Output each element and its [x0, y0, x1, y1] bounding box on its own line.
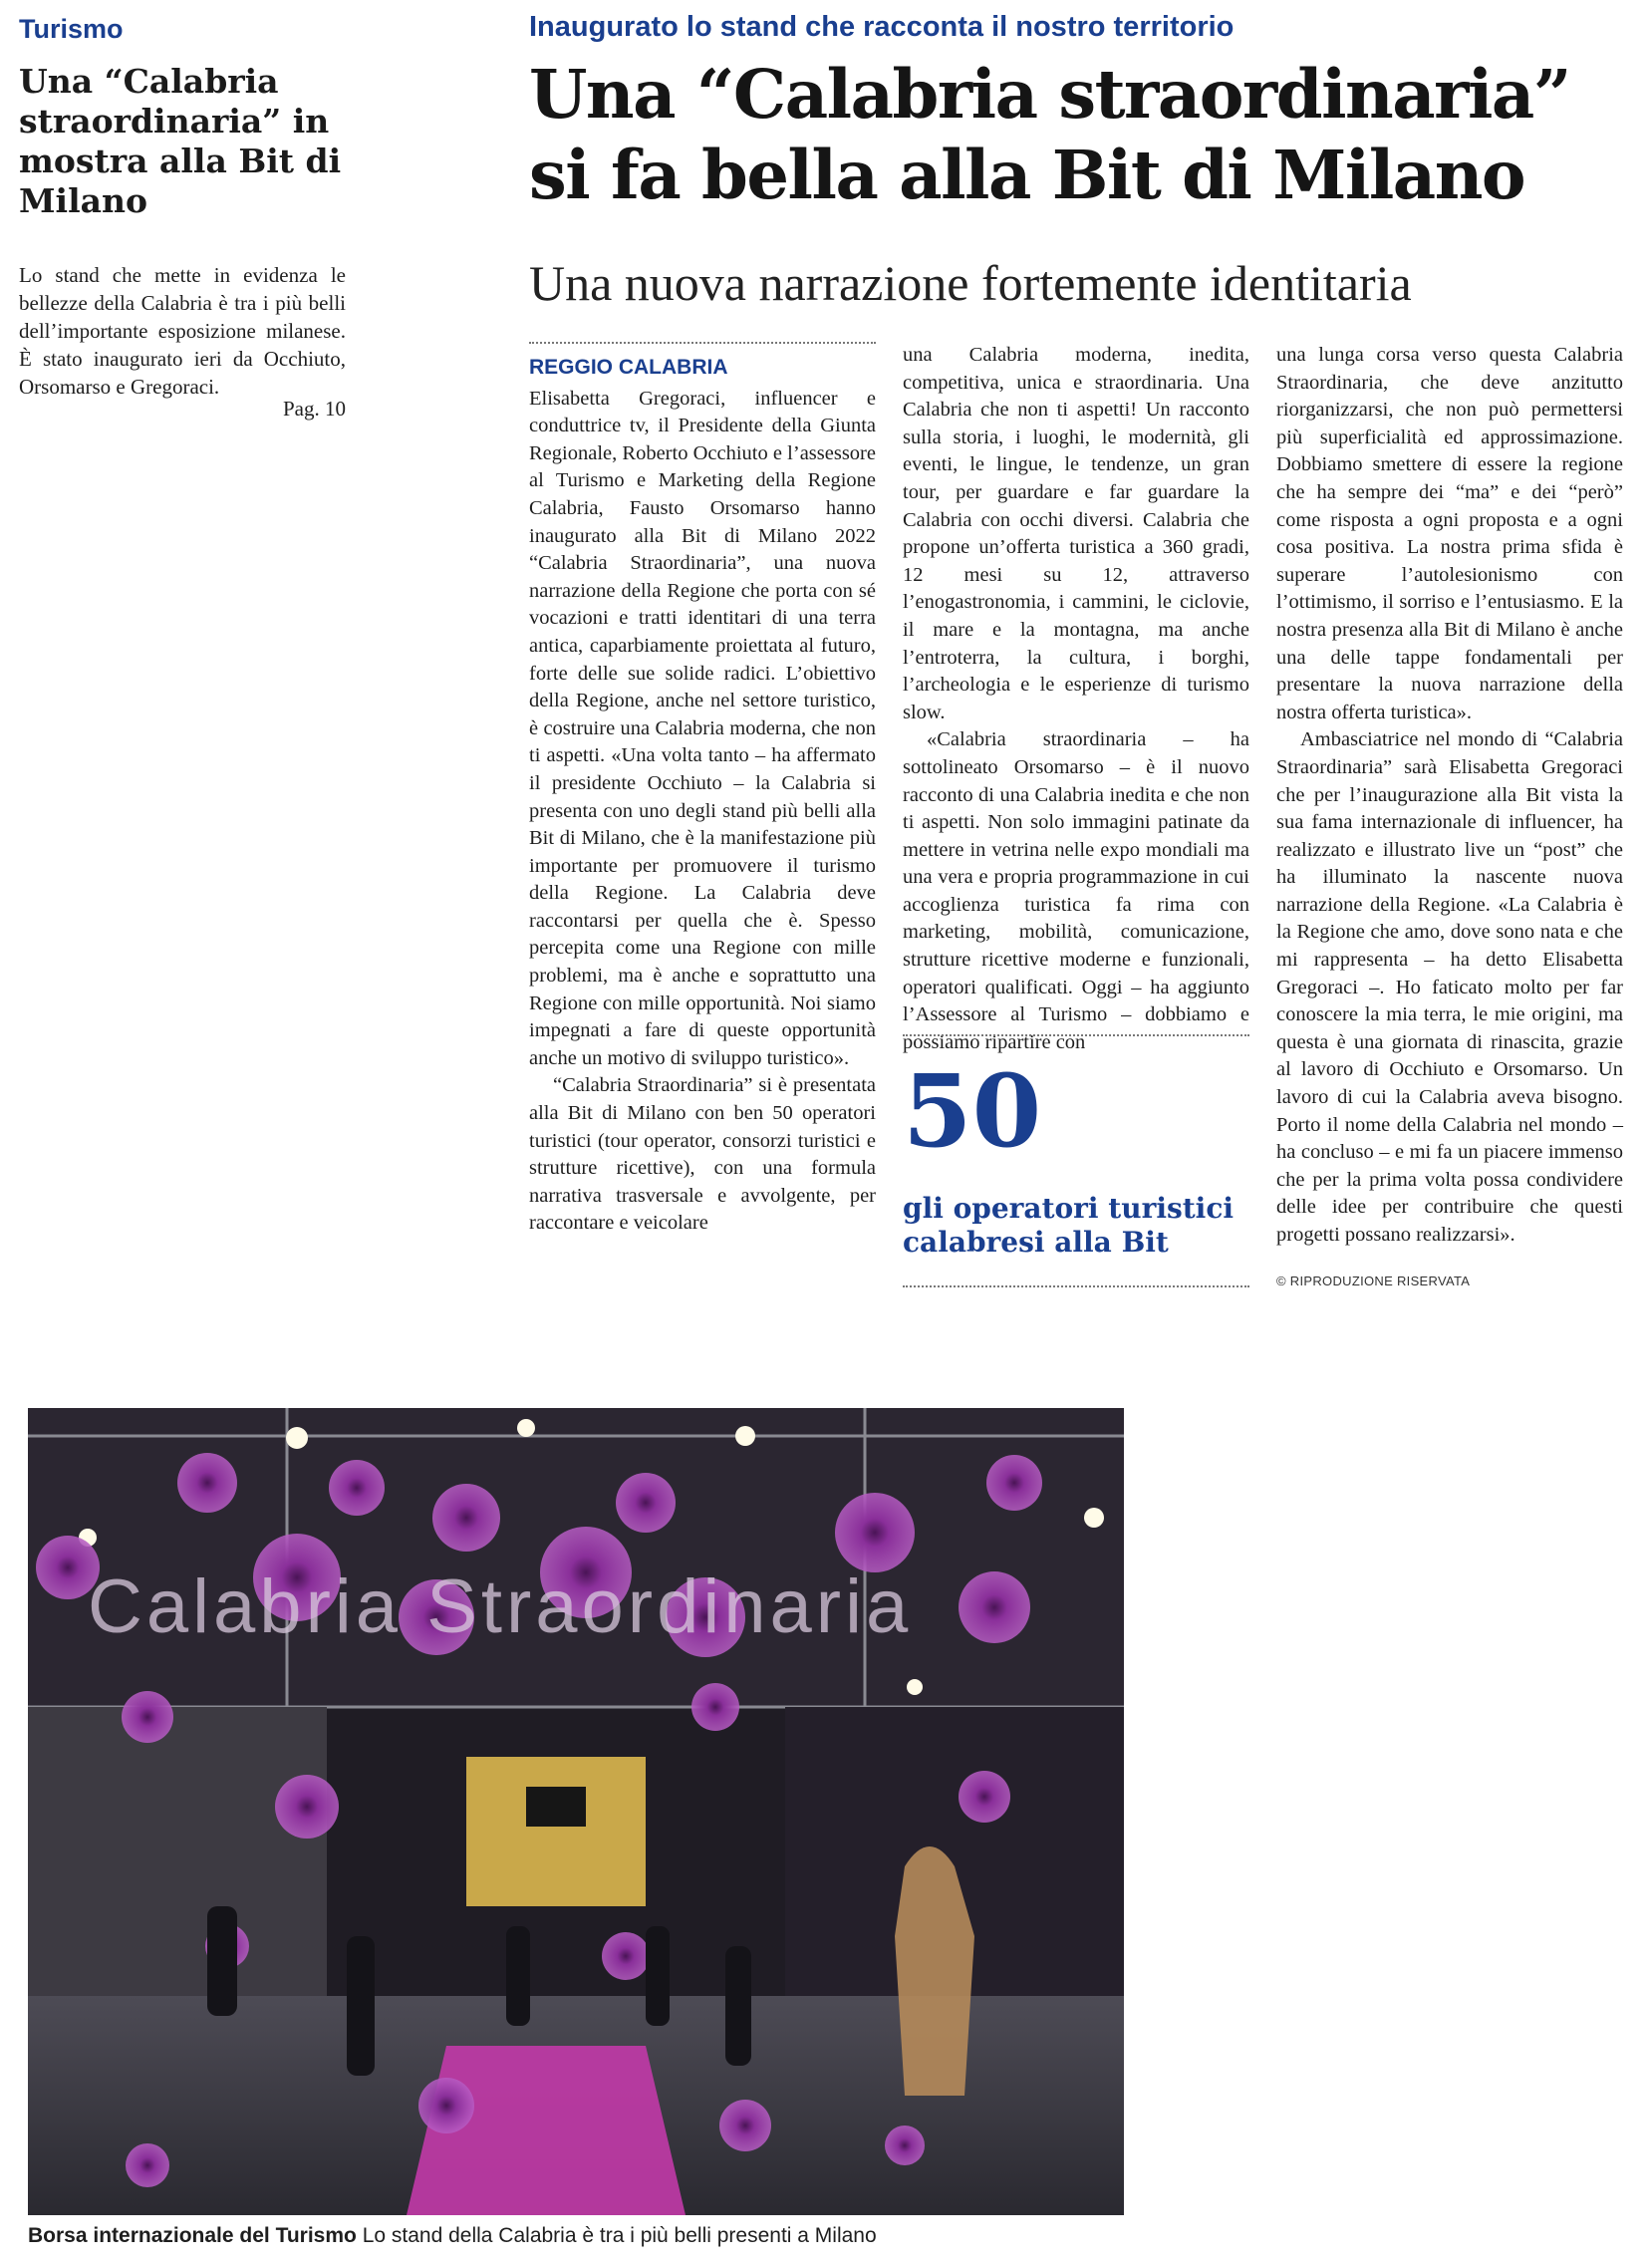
article-paragraph: Ambasciatrice nel mondo di “Calabria Straordinaria” sarà Elisabetta Gregoraci che per l’inaugurazione alla Bit vista la sua fama internazionale di influencer, ha realizzato e illustrato live un “post” che ha illuminato la nascente nuova narrazione della Regione. «La Calabria è la Regione che amo, dove sono nata e che mi rappresenta – ha detto Elisabetta Gregoraci –. Ho faticato molto per far conoscere la mia terra, le mie origini, ma questa è una giornata di rinascita, grazie al lavoro di Occhiuto e Orsomarso. Un lavoro di cui la Calabria aveva bisogno. Porto il nome della Calabria nel mondo – ha concluso – e mi fa un piacere immenso che per la prima volta possa condividere delle idee per contribuire che questi progetti possano realizzarsi».	[1276, 728, 1623, 1246]
article-paragraph: una lunga corsa verso questa Calabria Straordinaria, che deve anzitutto riorganizzarsi, che non può permettersi più superficialità ed approssimazione. Dobbiamo smettere di essere la regione che ha sempre dei “ma” e dei “però” come risposta a ogni proposta e a ogni cosa positiva. La nostra prima sfida è superare l’autolesionismo con l’ottimismo, il sorriso e l’entusiasmo. E la nostra presenza alla Bit di Milano è anche una delle tappe fondamentali per presentare la nuova narrazione della nostra offerta turistica».	[1276, 344, 1623, 723]
sidebar-summary: Lo stand che mette in evidenza le bellezze della Calabria è tra i più belli dell’importante esposizione milanese. È stato inaugurato ieri da Occhiuto, Orsomarso e Gregoraci.	[19, 263, 346, 399]
article-paragraph: “Calabria Straordinaria” si è presentata alla Bit di Milano con ben 50 operatori turistici (tour operator, consorzi turistici e strutture ricettive), con una formula narrativa trasversale e avvolgente, per raccontare e veicolare	[529, 1074, 876, 1235]
article-paragraph: «Calabria straordinaria – ha sottolineato Orsomarso – è il nuovo racconto di una Calabria inedita e che non ti aspetti. Non solo immagini patinate da mettere in vetrina nelle expo mondiali ma una vera e propria programmazione in cui accoglienza turistica fa rima con marketing, mobilità, comunicazione, strutture ricettive moderne e funzionali, operatori qualificati. Oggi – ha aggiunto l’Assessore al Turismo – dobbiamo e possiamo ripartire con	[903, 728, 1249, 1053]
stand-banner-text: Calabria Straordinaria	[88, 1564, 913, 1649]
article-column-2	[903, 342, 1249, 1056]
article-paragraph: una Calabria moderna, inedita, competitiva, unica e straordinaria. Una Calabria che non ti aspetti! Un racconto sulla storia, i luoghi, le modernità, gli eventi, le lingue, le tendenze, un gran tour, per guardare e far guardare la Calabria con occhi diversi. Calabria che propone un’offerta turistica a 360 gradi, 12 mesi su 12, attraverso l’enogastronomia, i cammini, le ciclovie, il mare e la montagna, ma anche l’entroterra, la cultura, i borghi, l’archeologia e le esperienze di turismo slow.	[903, 344, 1249, 723]
page-reference[interactable]: Pag. 10	[283, 397, 346, 421]
stand-monitor	[526, 1787, 586, 1827]
article-column-1	[529, 342, 876, 1238]
caption-text: Lo stand della Calabria è tra i più belli presenti a Milano	[362, 2224, 877, 2247]
headline-line-2: si fa bella alla Bit di Milano	[529, 136, 1525, 214]
stand-wall-left	[28, 1707, 327, 2006]
stand-photo	[28, 1408, 1124, 2215]
photo-caption	[28, 2224, 1224, 2248]
copyright-notice: © RIPRODUZIONE RISERVATA	[1276, 1274, 1471, 1288]
stat-box	[903, 1034, 1249, 1287]
stand-screen	[466, 1757, 646, 1906]
stat-number: 50	[903, 1052, 1042, 1170]
article-paragraph: Elisabetta Gregoraci, influencer e conduttrice tv, il Presidente della Giunta Regionale, Roberto Occhiuto e l’assessore al Turismo e Marketing della Regione Calabria, Fausto Orsomarso hanno inaugurato alla Bit di Milano 2022 “Calabria Straordinaria”, una nuova narrazione della Regione che porta con sé vocazioni e tratti identitari di una terra antica, caparbiamente proiettata al futuro, forte delle sue solide radici. L’obiettivo della Regione, anche nel settore turistico, è costruire una Calabria moderna, che non ti aspetti. «Una volta tanto – ha affermato il presidente Occhiuto – la Calabria si presenta con uno degli stand più belli alla Bit di Milano, che è la manifestazione più importante per promuovere il turismo della Regione. La Calabria deve raccontarsi per quella che è. Spesso percepita come una Regione con mille problemi, ma è anche e soprattutto una Regione con mille opportunità. Noi siamo impegnati a fare di queste opportunità anche un motivo di sviluppo turistico».	[529, 387, 876, 1069]
sidebar-title: Una “Calabria straordinaria” in mostra alla Bit di Milano	[19, 62, 342, 220]
article-subheadline: Una nuova narrazione fortemente identitaria	[529, 255, 1412, 311]
article-column-3	[1276, 342, 1623, 1250]
article-headline	[529, 54, 1635, 215]
dateline: REGGIO CALABRIA	[529, 356, 728, 379]
headline-line-1: Una “Calabria straordinaria”	[529, 55, 1570, 134]
article-kicker: Inaugurato lo stand che racconta il nostro territorio	[529, 11, 1235, 43]
caption-bold: Borsa internazionale del Turismo	[28, 2224, 357, 2247]
stat-caption: gli operatori turistici calabresi alla Bit	[903, 1192, 1235, 1259]
section-label: Turismo	[19, 14, 124, 44]
